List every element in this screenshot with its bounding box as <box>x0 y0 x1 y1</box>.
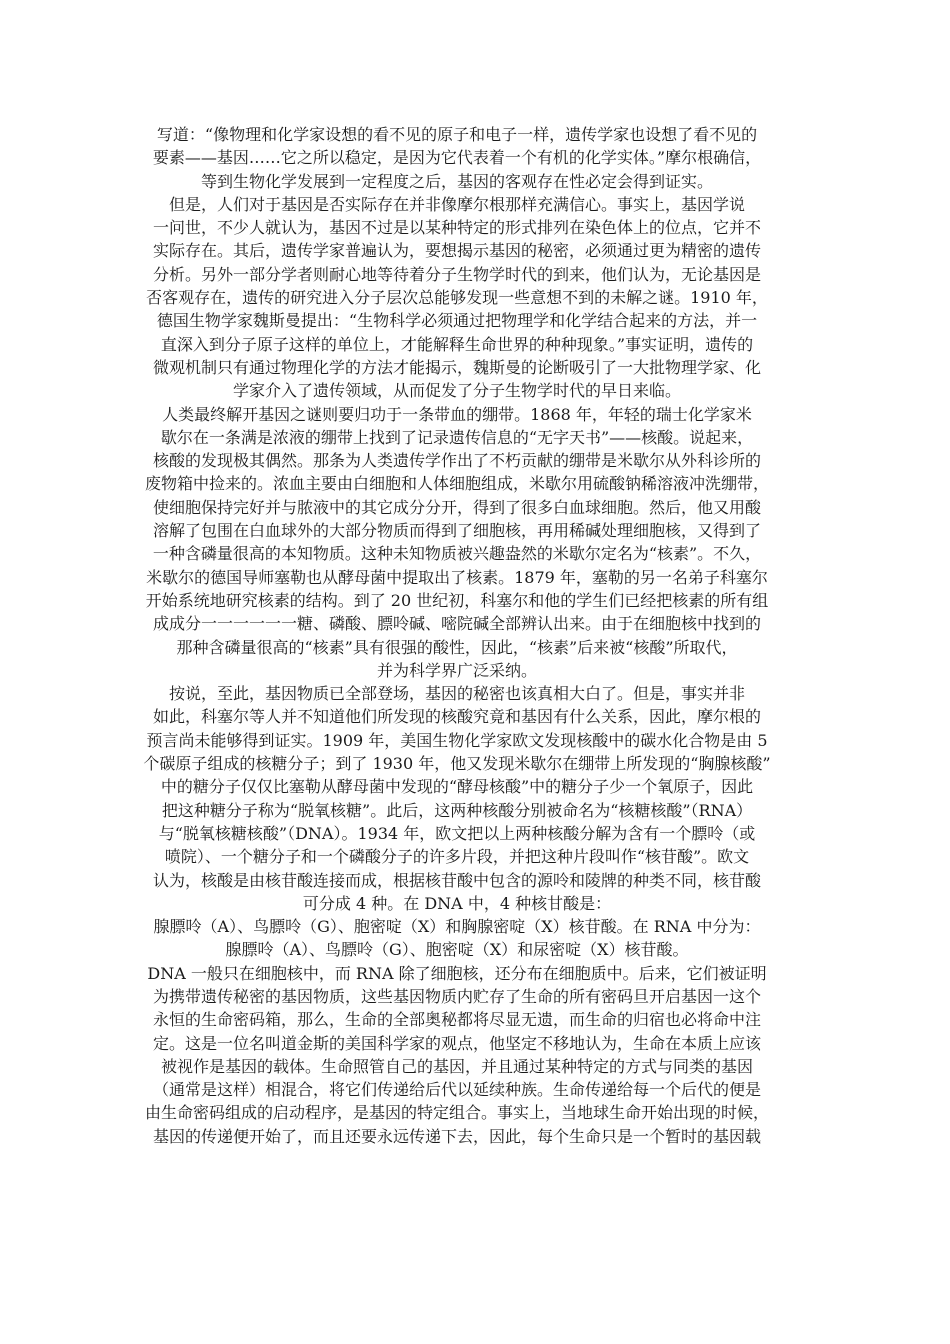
text-line: 一种含磷量很高的本知物质。这种未知物质被兴趣盎然的米歇尔定名为“核素”。不久， <box>152 544 762 564</box>
text-line: 等到生物化学发展到一定程度之后，基因的客观存在性必定会得到证实。 <box>200 171 713 191</box>
text-line: 可分成 4 种。在 DNA 中，4 种核甘酸是： <box>302 893 612 913</box>
text-line: 微观机制只有通过物理化学的方法才能揭示，魏斯曼的论断吸引了一大批物理学家、化 <box>152 357 761 377</box>
text-line: 被视作是基因的载体。生命照管自己的基因，并且通过某种特定的方式与同类的基因 <box>160 1056 753 1076</box>
text-line: 溶解了包围在白血球外的大部分物质而得到了细胞核，再用稀碱处理细胞核，又得到了 <box>152 521 761 541</box>
text-line: 腺膘呤（A）、鸟膘呤（G）、胞密啶（X）和胸腺密啶（X）核苷酸。在 RNA 中分为： <box>153 917 761 937</box>
text-line: 由生命密码组成的启动程序，是基因的特定组合。事实上，当地球生命开始出现的时候， <box>144 1103 769 1123</box>
text-line: 使细胞保持完好并与脓液中的其它成分分开，得到了很多白血球细胞。然后，他又用酸 <box>152 497 761 517</box>
text-line: 认为，核酸是由核苷酸连接而成，根据核苷酸中包含的源呤和陵牌的种类不同，核苷酸 <box>152 870 761 890</box>
text-line: 并为科学界广泛采纳。 <box>376 660 537 680</box>
text-line: 歇尔在一条满是浓液的绷带上找到了记录遗传信息的“无字天书”——核酸。说起来， <box>160 427 754 447</box>
text-line: 否客观存在，遗传的研究进入分子层次总能够发现一些意想不到的未解之谜。1910 年， <box>146 288 768 308</box>
text-line: 写道：“像物理和化学家设想的看不见的原子和电子一样，遗传学家也设想了看不见的 <box>156 125 758 144</box>
text-line: 为携带遗传秘密的基因物质，这些基因物质内贮存了生命的所有密码旦开启基因一这个 <box>152 986 761 1006</box>
text-line: 预言尚未能够得到证实。1909 年，美国生物化学家欧文发现核酸中的碳水化合物是由 5 <box>146 730 768 750</box>
text-line: 实际存在。其后，遗传学家普遍认为，要想揭示基因的秘密，必须通过更为精密的遗传 <box>152 241 761 261</box>
text-line: 如此，科塞尔等人并不知道他们所发现的核酸究竟和基因有什么关系，因此，摩尔根的 <box>152 707 761 727</box>
text-line: 分析。另外一部分学者则耐心地等待着分子生物学时代的到来，他们认为，无论基因是 <box>152 264 761 284</box>
text-line: 中的糖分子仅仅比塞勒从酵母菌中发现的“酵母核酸”中的糖分子少一个氧原子，因此 <box>160 777 754 797</box>
text-line: 开始系统地研究核素的结构。到了 20 世纪初，科塞尔和他的学生们已经把核素的所有组 <box>145 590 769 610</box>
text-line: 米歇尔的德国导师塞勒也从酵母菌中提取出了核素。1879 年，塞勒的另一名弟子科塞尔 <box>146 567 768 587</box>
text-line: 废物箱中捡来的。浓血主要由白细胞和人体细胞组成，米歇尔用硫酸钠稀溶液冲洗绷带， <box>144 474 769 494</box>
document-body <box>112 123 802 1148</box>
text-line: DNA 一般只在细胞核中，而 RNA 除了细胞核，还分布在细胞质中。后来，它们被证明 <box>147 963 767 983</box>
text-line: 要素——基因……它之所以稳定，是因为它代表着一个有机的化学实体。”摩尔根确信， <box>152 148 762 168</box>
text-line: 德国生物学家魏斯曼提出：“生物科学必须通过把物理学和化学结合起来的方法，并一 <box>156 311 758 331</box>
text-line: 按说，至此，基因物质已全部登场，基因的秘密也该真相大白了。但是，事实并非 <box>168 684 745 704</box>
text-line: 腺膘呤（A）、鸟膘呤（G）、胞密啶（X）和尿密啶（X）核苷酸。 <box>225 940 689 960</box>
text-line: 成成分一一一一一一糖、磷酸、膘呤碱、嘧院碱全部辨认出来。由于在细胞核中找到的 <box>152 614 761 634</box>
text-line: 但是，人们对于基因是否实际存在并非像摩尔根那样充满信心。事实上，基因学说 <box>168 194 745 214</box>
text-line: 喷院）、一个糖分子和一个磷酸分子的许多片段，并把这种片段叫作“核苷酸”。欧文 <box>164 847 750 867</box>
text-line: 基因的传递便开始了，而且还要永远传递下去，因此，每个生命只是一个暂时的基因载 <box>152 1126 761 1146</box>
text-line: 把这种糖分子称为“脱氧核糖”。此后，这两种核酸分别被命名为“核糖核酸”（RNA） <box>161 800 753 820</box>
text-line: 定。这是一位名叫道金斯的美国科学家的观点，他坚定不移地认为，生命在本质上应该 <box>152 1033 761 1053</box>
text-line: 一问世，不少人就认为，基因不过是以某种特定的形式排列在染色体上的位点，它并不 <box>152 218 761 238</box>
text-line: （通常是这样）相混合，将它们传递给后代以延续种族。生命传递给每一个后代的便是 <box>152 1080 761 1100</box>
text-line: 人类最终解开基因之谜则要归功于一条带血的绷带。1868 年，年轻的瑞士化学家米 <box>162 404 752 424</box>
text-line: 与“脱氧核糖核酸”（DNA）。1934 年，欧文把以上两种核酸分解为含有一个膘呤（或 <box>158 823 756 843</box>
text-line: 永恒的生命密码箱，那么，生命的全部奥秘都将尽显无遗，而生命的归宿也必将命中注 <box>152 1010 761 1030</box>
text-line: 直深入到分子原子这样的单位上，才能解释生命世界的种种现象。”事实证明，遗传的 <box>160 334 754 354</box>
text-line: 核酸的发现极其偶然。那条为人类遗传学作出了不朽贡献的绷带是米歇尔从外科诊所的 <box>152 451 761 471</box>
text-line: 个碳原子组成的核糖分子；到了 1930 年，他又发现米歇尔在绷带上所发现的“胸腺核酸” <box>143 754 771 774</box>
text-line: 那种含磷量很高的“核素”具有很强的酸性，因此，“核素”后来被“核酸”所取代， <box>176 637 738 657</box>
text-line: 学家介入了遗传领域，从而促发了分子生物学时代的早日来临。 <box>232 381 681 401</box>
